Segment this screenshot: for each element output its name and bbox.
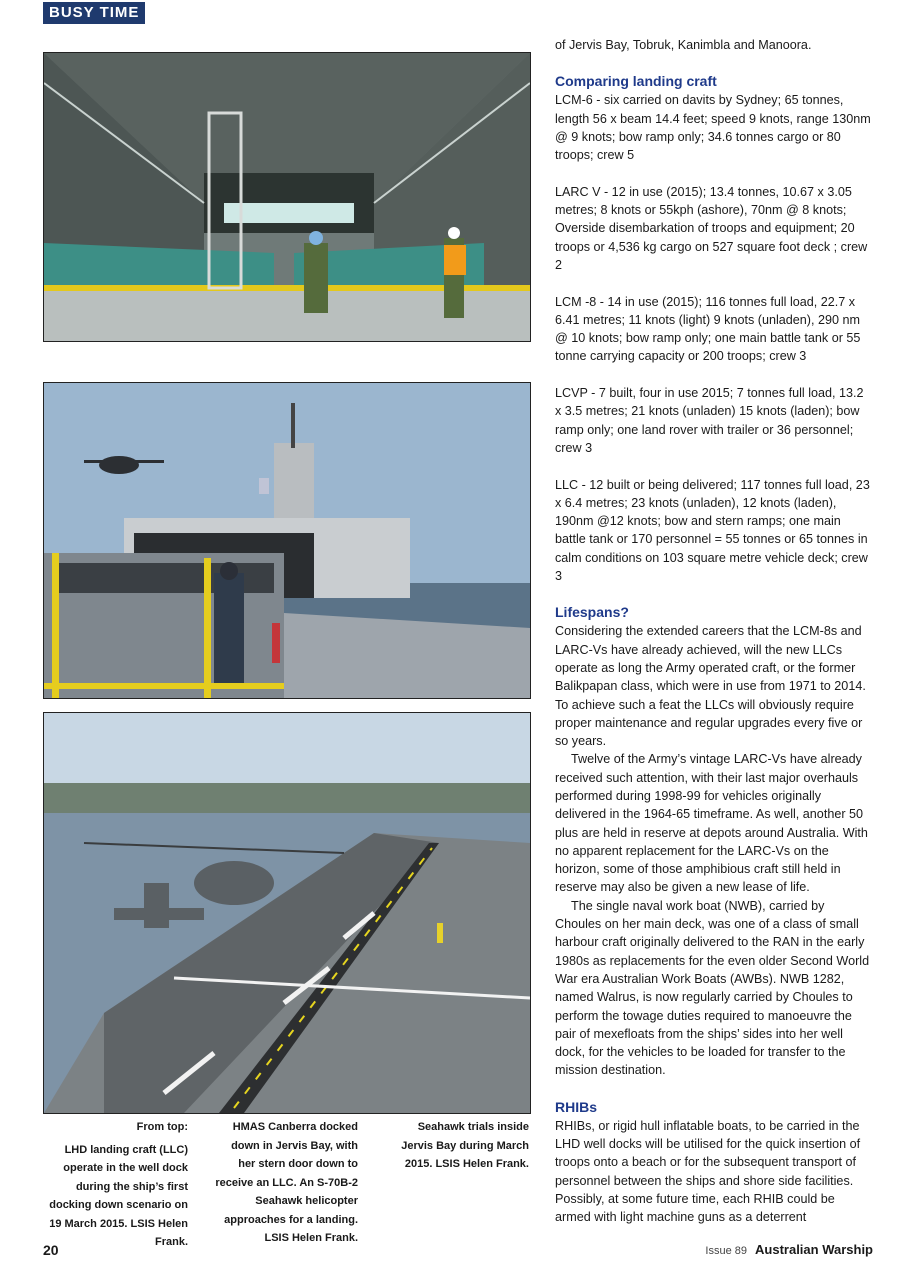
heading-comparing: Comparing landing craft xyxy=(555,73,717,90)
section-tag: BUSY TIME xyxy=(43,2,145,24)
magazine-title: Australian Warship xyxy=(755,1242,873,1257)
caption-photo-2: HMAS Canberra docked down in Jervis Bay, with her stern door down to receive an LLC. An S-70B-2 Seahawk helicopter approaches for a landing. LSIS Helen Frank. xyxy=(215,1121,358,1244)
heading-rhibs: RHIBs xyxy=(555,1098,598,1115)
paragraph-rhibs-1: RHIBs, or rigid hull inflatable boats, to be carried in the LHD well docks will be utilised for the quick insertion of troops onto a beach or for the subsequent transport of personnel between the ships and shore side facilities. Possibly, at some future time, each RHIB could be armed with light machine guns as a deterrent xyxy=(555,1118,861,1225)
paragraph-lifespans-2: Twelve of the Army’s vintage LARC-Vs have already received such attention, with their last major overhauls performed during 1998-99 for vehicles originally delivered in the 1964-65 timeframe. As well, another 50 plus are held in reserve at depots around Australia. With no apparent replacement for the LARC-Vs on the horizon, some of those amphibious craft still held in reserve may also be given a new lease of life. xyxy=(555,752,868,895)
spec-lcm6: LCM-6 - six carried on davits by Sydney; 65 tonnes, length 56 x beam 14.4 feet; speed 9 knots, range 130nm @ 9 knots; bow ramp only; 34.6 tonnes cargo or 80 troops; crew 5 xyxy=(555,93,871,163)
photo-well-dock xyxy=(43,52,531,342)
issue-number: Issue 89 xyxy=(705,1245,748,1257)
heading-lifespans: Lifespans? xyxy=(555,604,629,621)
photo-ship-stern xyxy=(43,382,531,699)
paragraph-lifespans-3: The single naval work boat (NWB), carried by Choules on her main deck, was one of a class of small harbour craft originally delivered to the RAN in the early 1980s as replacements for the even older Second World War era Australian Work Boats (AWBs). NWB 1282, named Walrus, is now regularly carried by Choules to perform the towage duties required to manoeuvre the pair of mexefloats from the ships’ sides into her well dock, for the vehicles to be loaded for transfer to the mission destination. xyxy=(555,898,870,1078)
article-column xyxy=(555,36,873,1227)
photo-flight-deck xyxy=(43,712,531,1114)
article-intro: of Jervis Bay, Tobruk, Kanimbla and Manoora. xyxy=(555,38,812,52)
caption-heading: From top: xyxy=(136,1121,188,1133)
page-number: 20 xyxy=(43,1242,59,1258)
spec-llc: LLC - 12 built or being delivered; 117 tonnes full load, 23 x 6.4 metres; 23 knots (unladen), 12 knots (laden), 190nm @12 knots; bow and stern ramps; one main battle tank or 170 personnel = 55 tonnes or 65 tonnes in calm conditions on 103 square metre vehicle deck; crew 3 xyxy=(555,477,870,584)
spec-larcv: LARC V - 12 in use (2015); 13.4 tonnes, 10.67 x 3.05 metres; 8 knots or 55kph (ashore), 70nm @ 8 knots; Overside disembarkation of troops and equipment; 20 troops or 4,536 kg cargo on 527 square foot deck ; crew 2 xyxy=(555,184,868,272)
caption-text: LHD landing craft (LLC) operate in the well dock during the ship’s first docking down scenario on 19 March 2015. LSIS Helen Frank. xyxy=(49,1143,188,1248)
caption-photo-1 xyxy=(42,1118,188,1252)
caption-photo-3: Seahawk trials inside Jervis Bay during March 2015. LSIS Helen Frank. xyxy=(401,1121,529,1170)
spec-lcvp: LCVP - 7 built, four in use 2015; 7 tonnes full load, 13.2 x 3.5 metres; 21 knots (unladen) 15 knots (laden); bow ramp only; one land rover with trailer or 36 personnel; crew 3 xyxy=(555,386,864,455)
footer-masthead xyxy=(705,1242,873,1257)
spec-lcm8: LCM -8 - 14 in use (2015); 116 tonnes full load, 22.7 x 6.41 metres; 11 knots (light) 9 knots (unladen), 290 nm @ 10 knots; bow ramp only; one main battle tank or 55 tonne carrying capacity or 200 troops; crew 3 xyxy=(555,294,861,364)
paragraph-lifespans-1: Considering the extended careers that the LCM-8s and LARC-Vs have already achieved, will the new LLCs operate as long the Army operated craft, or the former Balikpapan class, which were in use from 1971 to 2014. To achieve such a feat the LLCs will obviously require proper maintenance and regular upgrades every five or so years. xyxy=(555,624,866,749)
